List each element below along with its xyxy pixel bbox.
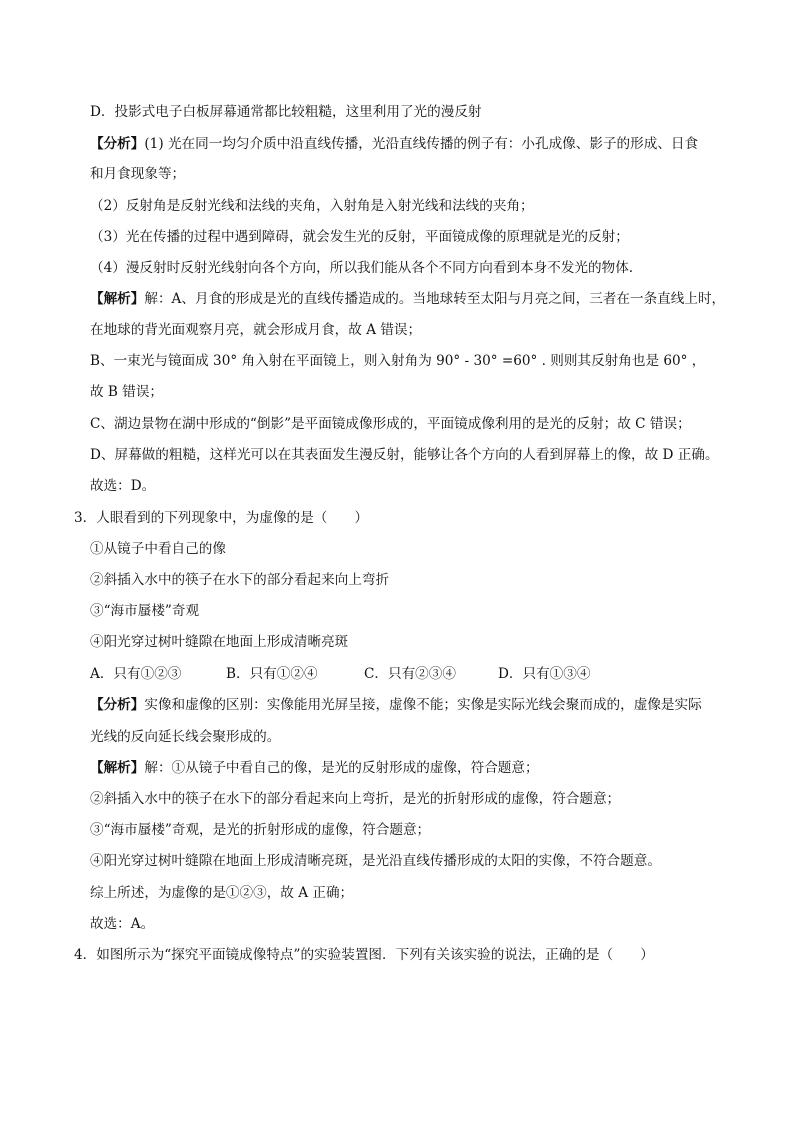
q2-analysis-line-4: （3）光在传播的过程中遇到障碍，就会发生光的反射，平面镜成像的原理就是光的反射； xyxy=(90,229,629,245)
solution-tag: 【解析】 xyxy=(90,760,145,776)
q3-solution-line-3: ③“海市蜃楼”奇观，是光的折射形成的虚像，符合题意； xyxy=(90,822,431,838)
q3-item-1: ①从镜子中看自己的像 xyxy=(90,541,226,557)
q3-item-4: ④阳光穿过树叶缝隙在地面上形成清晰亮斑 xyxy=(90,634,349,650)
q2-solution-line-2: 在地球的背光面观察月亮，就会形成月食，故 A 错误； xyxy=(90,322,422,338)
q3-stem: 3．人眼看到的下列现象中，为虚像的是（ ） xyxy=(74,510,369,526)
q3-solution-text-1: 解：①从镜子中看自己的像，是光的反射形成的虚像，符合题意； xyxy=(144,760,539,776)
q2-solution-line-7: 故选：D。 xyxy=(90,478,156,494)
q3-option-c: C．只有②③④ xyxy=(364,666,456,682)
q2-solution-line-3: B、一束光与镜面成 30° 角入射在平面镜上，则入射角为 90° - 30° =60° . 则则其反射角也是 60° ， xyxy=(90,353,706,369)
q2-analysis-line-1 xyxy=(90,134,698,154)
q3-option-a: A．只有①②③ xyxy=(90,666,182,682)
q2-analysis-line-5: （4）漫反射时反射光线射向各个方向，所以我们能从各个不同方向看到本身不发光的物体. xyxy=(90,260,634,276)
q3-option-d: D．只有①③④ xyxy=(498,666,591,682)
q2-analysis-text-1: (1) 光在同一均匀介质中沿直线传播，光沿直线传播的例子有：小孔成像、影子的形成、日食 xyxy=(144,136,699,152)
solution-tag: 【解析】 xyxy=(90,291,145,307)
q3-analysis-text-1: 实像和虚像的区别：实像能用光屏呈接，虚像不能；实像是实际光线会聚而成的，虚像是实际 xyxy=(144,697,702,713)
analysis-tag: 【分析】 xyxy=(90,697,145,713)
q3-solution-line-4: ④阳光穿过树叶缝隙在地面上形成清晰亮斑，是光沿直线传播形成的太阳的实像，不符合题意。 xyxy=(90,853,661,869)
q3-solution-line-5: 综上所述，为虚像的是①②③，故 A 正确； xyxy=(90,885,354,901)
q3-options xyxy=(90,664,590,684)
q3-solution-line-6: 故选：A。 xyxy=(90,916,155,932)
q3-solution-line-2: ②斜插入水中的筷子在水下的部分看起来向上弯折，是光的折射形成的虚像，符合题意； xyxy=(90,791,621,807)
q2-solution-line-1 xyxy=(90,289,725,309)
q2-solution-line-4: 故 B 错误； xyxy=(90,384,164,400)
q3-solution-line-1 xyxy=(90,758,539,778)
q2-solution-text-1: 解：A、月食的形成是光的直线传播造成的。当地球转至太阳与月亮之间，三者在一条直线上时， xyxy=(144,291,726,307)
q4-stem: 4．如图所示为“探究平面镜成像特点”的实验装置图．下列有关该实验的说法，正确的是（ ） xyxy=(74,947,654,963)
q2-analysis-line-3: （2）反射角是反射光线和法线的夹角，入射角是入射光线和法线的夹角； xyxy=(90,198,534,214)
q3-item-3: ③“海市蜃楼”奇观 xyxy=(90,603,200,619)
q3-option-b: B．只有①②④ xyxy=(226,666,318,682)
q2-analysis-line-2: 和月食现象等； xyxy=(90,166,186,182)
q2-solution-line-5: C、湖边景物在湖中形成的“倒影”是平面镜成像形成的，平面镜成像利用的是光的反射；故 C 错误； xyxy=(90,416,691,432)
q2-option-d: D．投影式电子白板屏幕通常都比较粗糙，这里利用了光的漫反射 xyxy=(90,104,482,120)
q2-solution-line-6: D、屏幕做的粗糙，这样光可以在其表面发生漫反射，能够让各个方向的人看到屏幕上的像，故 D 正确。 xyxy=(90,447,719,463)
q3-analysis-line-1 xyxy=(90,695,702,715)
q3-item-2: ②斜插入水中的筷子在水下的部分看起来向上弯折 xyxy=(90,572,390,588)
analysis-tag: 【分析】 xyxy=(90,136,145,152)
q3-analysis-line-2: 光线的反向延长线会聚形成的。 xyxy=(90,729,281,745)
